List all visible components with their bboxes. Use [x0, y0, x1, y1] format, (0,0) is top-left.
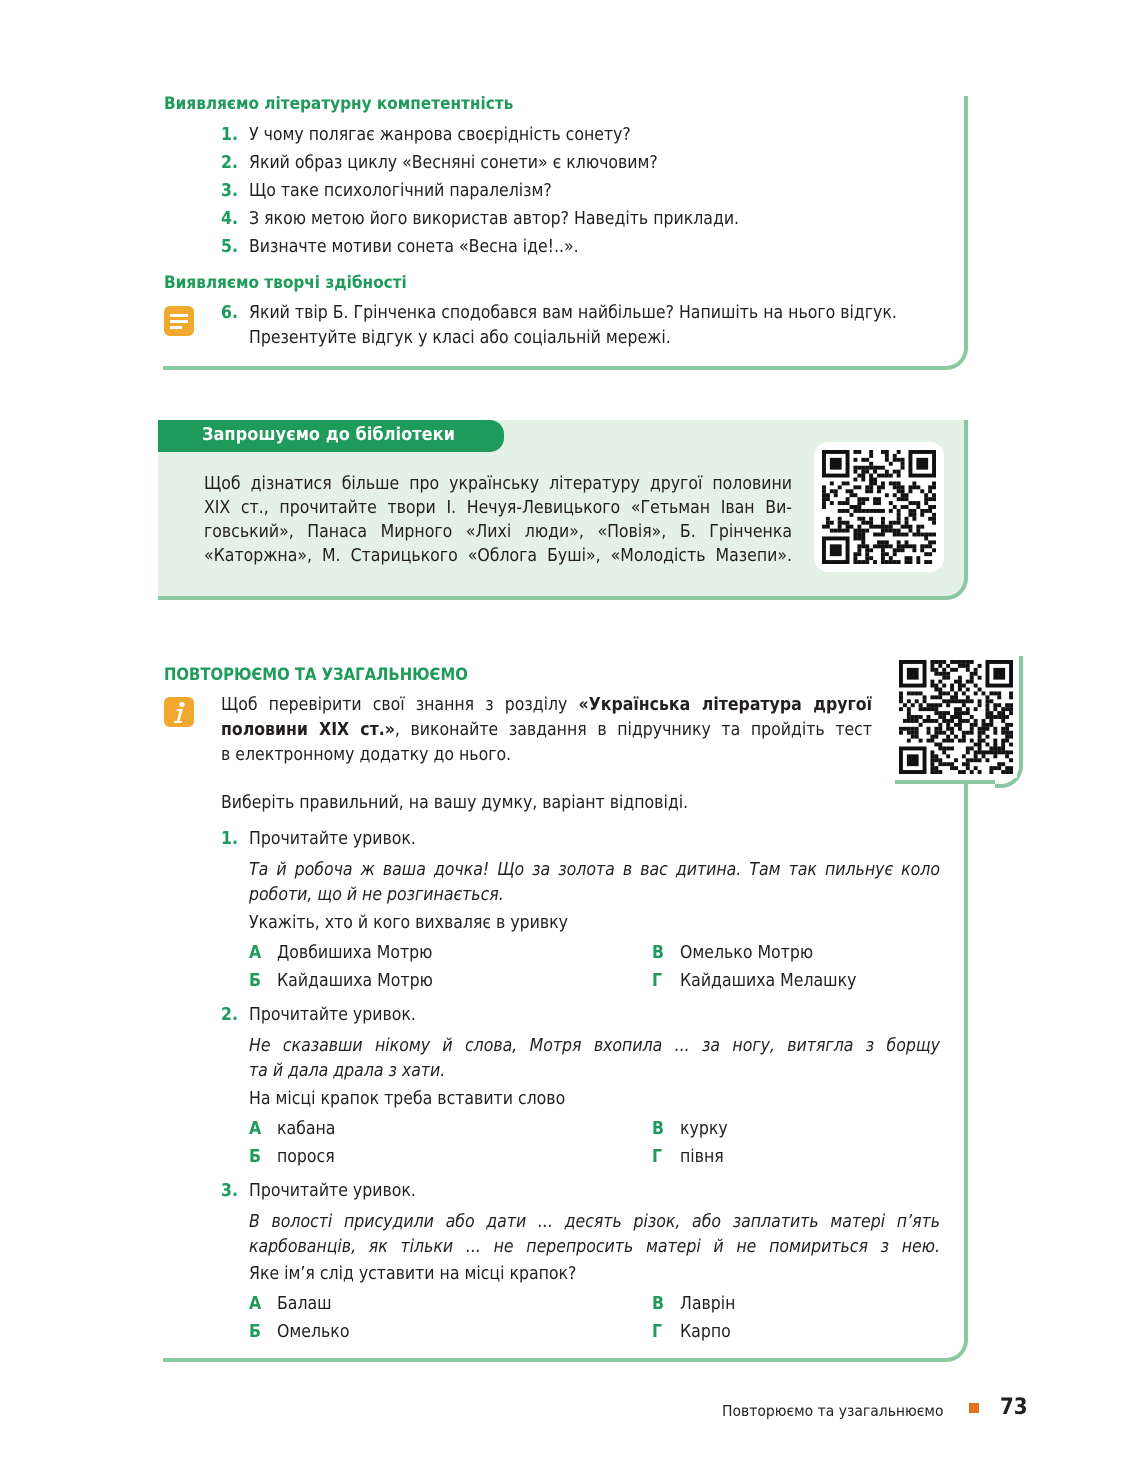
review-frame-bottom	[163, 1358, 944, 1362]
library-text-line-3: говський», Панаса Мирного «Лихі люди», «Повія», Б. Грінченка	[204, 522, 792, 542]
library-tab-title: Запрошуємо до бібліотеки	[202, 424, 455, 445]
task-2-option-g[interactable]: Г півня	[652, 1147, 724, 1167]
page-number: 73	[1000, 1395, 1028, 1420]
library-frame-right	[964, 420, 968, 572]
task-3-option-v[interactable]: В Лаврін	[652, 1294, 736, 1314]
task-1-option-v[interactable]: В Омелько Мотрю	[652, 943, 814, 963]
task-3-prompt: 3. Прочитайте уривок.	[221, 1181, 416, 1201]
library-frame-bottom	[158, 596, 944, 600]
review-instruction: Виберіть правильний, на вашу думку, варіант відповіді.	[221, 793, 689, 813]
task-1-prompt: 1. Прочитайте уривок.	[221, 829, 416, 849]
library-tab	[158, 420, 504, 452]
review-intro-line-3: в електронному додатку до нього.	[221, 745, 512, 765]
section1-frame-corner	[940, 342, 968, 370]
review-intro-line-1: Щоб перевірити свої знання з розділу «Українська література другої	[221, 695, 872, 715]
review-qr-code[interactable]	[895, 656, 1017, 778]
task-3-option-b[interactable]: Б Омелько	[249, 1322, 350, 1342]
task-2-prompt: 2. Прочитайте уривок.	[221, 1005, 416, 1025]
task-3-quote-line-1: В волості присудили або дати ... десять різок, або заплатить матері п’ять	[249, 1212, 940, 1232]
question-3: 3. Що таке психологічний паралелізм?	[221, 181, 552, 201]
task-2-option-v[interactable]: В курку	[652, 1119, 728, 1139]
question-4: 4. З якою метою його використав автор? Наведіть приклади.	[221, 209, 740, 229]
info-icon	[164, 697, 194, 727]
task-3-quote-line-2: карбованців, як тільки ... не перепросить матері й не помириться з нею.	[249, 1237, 940, 1257]
library-frame-corner	[940, 572, 968, 600]
question-2: 2. Який образ циклу «Весняні сонети» є ключовим?	[221, 153, 658, 173]
note-icon	[164, 306, 194, 336]
task-2-option-a[interactable]: А кабана	[249, 1119, 336, 1139]
review-qr-bottom	[895, 780, 995, 784]
task-3-option-a[interactable]: А Балаш	[249, 1294, 332, 1314]
task-1-quote-line-1: Та й робоча ж ваша дочка! Що за золота в вас дитина. Там так пильнує коло	[249, 860, 940, 880]
task-1-option-g[interactable]: Г Кайдашиха Мелашку	[652, 971, 857, 991]
review-heading: ПОВТОРЮЄМО ТА УЗАГАЛЬНЮЄМО	[164, 665, 468, 684]
task-2-option-b[interactable]: Б порося	[249, 1147, 335, 1167]
section1-heading: Виявляємо літературну компетентність	[164, 94, 514, 114]
review-frame-right-top	[1019, 656, 1023, 760]
task-3-question: Яке ім’я слід уставити на місці крапок?	[249, 1264, 577, 1284]
section1-frame-bottom	[163, 366, 944, 370]
question-6: 6. Який твір Б. Грінченка сподобався вам найбільше? Напишіть на нього відгук.	[221, 303, 897, 323]
library-qr-code[interactable]	[814, 442, 944, 572]
footer-section-name: Повторюємо та узагальнюємо	[722, 1402, 944, 1420]
footer-marker	[969, 1403, 979, 1413]
library-text-line-2: XIX ст., прочитайте твори І. Нечуя-Левицького «Гетьман Іван Ви-	[204, 498, 792, 518]
task-2-quote-line-1: Не сказавши нікому й слова, Мотря вхопила ... за ногу, витягла з борщу	[249, 1036, 940, 1056]
review-frame-corner	[940, 1334, 968, 1362]
library-text-line-1: Щоб дізнатися більше про українську літературу другої половини	[204, 474, 792, 494]
task-1-option-b[interactable]: Б Кайдашиха Мотрю	[249, 971, 433, 991]
task-3-option-g[interactable]: Г Карпо	[652, 1322, 731, 1342]
review-intro-line-2: половини XIX ст.», виконайте завдання в підручнику та пройдіть тест	[221, 720, 872, 740]
section1-frame-right	[964, 96, 968, 346]
task-2-quote-line-2: та й дала драла з хати.	[249, 1061, 446, 1081]
task-1-question: Укажіть, хто й кого вихваляє в уривку	[249, 913, 568, 933]
task-1-option-a[interactable]: А Довбишиха Мотрю	[249, 943, 433, 963]
task-1-quote-line-2: роботи, що й не розгинається.	[249, 885, 504, 905]
review-frame-right	[964, 784, 968, 1336]
question-5: 5. Визначте мотиви сонета «Весна іде!..».	[221, 237, 579, 257]
task-2-question: На місці крапок треба вставити слово	[249, 1089, 566, 1109]
question-6-continued: Презентуйте відгук у класі або соціальній мережі.	[249, 328, 671, 348]
question-1: 1. У чому полягає жанрова своєрідність сонету?	[221, 125, 631, 145]
library-text-line-4: «Каторжна», М. Старицького «Облога Буші», «Молодість Мазепи».	[204, 546, 792, 566]
section2-heading: Виявляємо творчі здібності	[164, 273, 407, 293]
